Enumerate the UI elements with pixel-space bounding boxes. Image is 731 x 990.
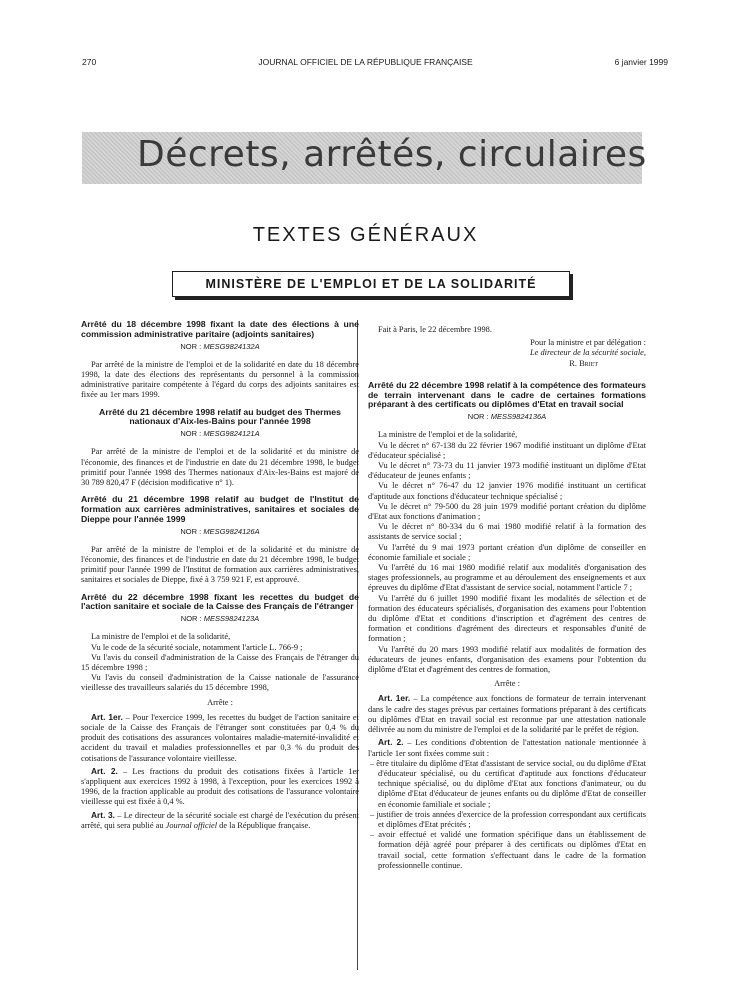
nor-reference xyxy=(81,429,359,439)
article-body: Par arrêté de la ministre de l'emploi et de la solidarité et du ministre de l'économie, des finances et de l'industrie en date du 21 décembre 1998, le budget primitif pour l'année 1999 de l'Institut de formation aux carrières administratives, sanitaires et sociales de Dieppe, fixé à 3 759 921 F, est approuvé. xyxy=(81,544,359,585)
nor-code: MESG9824121A xyxy=(203,429,260,439)
signature-name: R. Briet xyxy=(569,358,598,368)
preamble-line: Vu l'avis du conseil d'administration de la Caisse des Français de l'étranger du 15 décembre 1998 ; xyxy=(81,652,359,673)
article-label: Art. 1er. xyxy=(378,693,411,704)
article-text: – Les conditions d'obtention de l'attestation nationale mentionnée à l'article 1er sont fixées comme suit : xyxy=(368,738,646,758)
preamble-line: Vu le décret n° 73-73 du 11 janvier 1973 modifié instituant un diplôme d'Etat d'éducateur de jeunes enfants ; xyxy=(368,461,646,481)
preamble-line: La ministre de l'emploi et de la solidarité, xyxy=(378,430,518,440)
nor-reference xyxy=(81,614,359,624)
article-title: Arrêté du 18 décembre 1998 fixant la date des élections à une commission administrative paritaire (adjoints sanitaires) xyxy=(81,319,359,339)
preamble-line: Vu l'arrêté du 6 juillet 1990 modifié fixant les modalités de sélection et de formation des éducateurs spécialisés, d'organisation des examens pour l'obtention du diplôme d'Etat et conditions d'inscription et d'agrément des centres de formation et conditions d'agrément des directeurs et responsables d'unité de formation ; xyxy=(368,593,646,644)
nor-reference xyxy=(81,342,359,352)
article-text: – La compétence aux fonctions de formateur de terrain intervenant dans le cadre des stages prévus par certaines formations préparant à des certificats ou diplômes d'Etat en travail social est reconnue par une attestation nationale délivrée au nom du ministre de l'emploi et de la solidarité par le préfet de région. xyxy=(368,694,646,735)
preamble-line: Vu le décret n° 80-334 du 6 mai 1980 modifié relatif à la formation des assistants de service social ; xyxy=(368,522,646,542)
article-thermes-budget xyxy=(81,408,359,489)
article-2 xyxy=(368,737,646,758)
right-column xyxy=(368,325,646,871)
section-title: TEXTES GÉNÉRAUX xyxy=(252,224,479,246)
article-text: – Pour l'exercice 1999, les recettes du budget de l'action sanitaire et sociale de la Caisse des Français de l'étranger sont constituées par 0,4 % du produit des cotisations des assurances volontaires maladie-maternité-invalidité et accident du travail et maladies professionnelles et par 0,3 % du produit des cotisations de l'assurance volontaire vieillesse. xyxy=(81,712,359,763)
arrete-heading: Arrête : xyxy=(207,697,233,707)
article-formateurs-terrain xyxy=(368,381,646,871)
article-caisse-recettes xyxy=(81,593,359,831)
nor-label: NOR : xyxy=(180,614,202,624)
nor-code: MESG9824132A xyxy=(203,341,260,351)
article-2 xyxy=(81,766,359,808)
list-item: – être titulaire du diplôme d'Etat d'assistant de service social, ou du diplôme d'Etat d'éducateur spécialisé, ou du certificat d'aptitude aux fonctions d'éducateur technique spécialisé, ou du diplôme d'Etat aux fonctions d'animateur, ou du diplôme d'Etat d'éducateur de jeunes enfants ou du diplôme d'Etat de conseiller en économie familiale et sociale ; xyxy=(370,758,646,809)
signature-role: Le directeur de la sécurité sociale, xyxy=(530,348,646,358)
article-label: Art. 2. xyxy=(378,737,404,748)
signature-place: Fait à Paris, le 22 décembre 1998. xyxy=(378,325,492,334)
preamble-line: Vu l'arrêté du 20 mars 1993 modifié relatif aux modalités de formation des éducateurs de jeunes enfants, d'organisation des examens pour l'obtention du diplôme d'Etat et d'agrément des centres de formation, xyxy=(368,644,646,675)
signature-delegation: Pour la ministre et par délégation : xyxy=(530,338,646,348)
nor-label: NOR : xyxy=(180,526,202,536)
article-body: Par arrêté de la ministre de l'emploi et de la solidarité en date du 18 décembre 1998, la date des élections des représentants du personnel à la commission administrative paritaire compétente à l'égard du corps des adjoints sanitaires est fixée au 1er mars 1999. xyxy=(81,359,359,400)
article-body: Par arrêté de la ministre de l'emploi et de la solidarité et du ministre de l'économie, des finances et de l'industrie en date du 21 décembre 1998, le budget primitif pour l'année 1998 des Thermes nationaux d'Aix-les-Bains est majoré de 30 789 820,47 F (décision modificative n° 1). xyxy=(81,447,359,488)
journal-title: JOURNAL OFFICIEL DE LA RÉPUBLIQUE FRANÇAISE xyxy=(258,57,473,67)
article-label: Art. 1er. xyxy=(91,711,123,722)
page-number: 270 xyxy=(82,57,97,67)
preamble-line: Vu le décret n° 67-138 du 22 février 1967 modifié instituant un diplôme d'Etat d'éducateur spécialisé ; xyxy=(368,440,646,460)
nor-code: MESG9824126A xyxy=(203,526,260,536)
preamble-line: La ministre de l'emploi et de la solidarité, xyxy=(91,632,231,642)
article-dieppe-budget xyxy=(81,495,359,585)
nor-label: NOR : xyxy=(180,341,202,351)
article-title: Arrêté du 22 décembre 1998 fixant les recettes du budget de l'action sanitaire et sociale de la Caisse des Français de l'étranger xyxy=(81,591,359,612)
signature-block xyxy=(368,325,646,369)
preamble-line: Vu l'arrêté du 9 mai 1973 portant création d'un diplôme de conseiller en économie familiale et sociale ; xyxy=(368,542,646,562)
article-title: Arrêté du 22 décembre 1998 relatif à la compétence des formateurs de terrain intervenant dans le cadre de certaines formations préparant à des certificats ou diplômes d'Etat en travail social xyxy=(368,379,646,410)
arrete-heading: Arrête : xyxy=(494,679,520,689)
ministry-box: MINISTÈRE DE L'EMPLOI ET DE LA SOLIDARITÉ xyxy=(172,271,570,297)
article-aiders-elections xyxy=(81,320,359,401)
left-column xyxy=(81,320,359,831)
banner-title: Décrets, arrêtés, circulaires xyxy=(137,134,647,175)
nor-label: NOR : xyxy=(180,429,202,439)
nor-label: NOR : xyxy=(467,412,489,422)
list-item: – justifier de trois années d'exercice de la profession correspondant aux certificats et diplômes d'Etat précités ; xyxy=(370,809,646,829)
article-label: Art. 3. xyxy=(91,809,115,820)
nor-reference xyxy=(368,412,646,422)
article-text: – Le directeur de la sécurité sociale est chargé de l'exécution du présent arrêté, qui sera publié au xyxy=(81,810,359,830)
nor-code: MESS9824136A xyxy=(490,412,547,422)
article-text: de la République française. xyxy=(217,820,311,830)
nor-code: MESS9824123A xyxy=(203,614,260,624)
preamble-line: Vu l'avis du conseil d'administration de la Caisse nationale de l'assurance vieillesse des travailleurs salariés du 15 décembre 1998, xyxy=(81,673,359,693)
category-banner xyxy=(82,132,647,184)
journal-name: Journal officiel xyxy=(165,820,218,830)
article-label: Art. 2. xyxy=(91,765,118,776)
issue-date: 6 janvier 1999 xyxy=(614,57,668,67)
preamble-line: Vu le décret n° 76-47 du 12 janvier 1976 modifié instituant un certificat d'aptitude aux fonctions d'éducateur technique spécialisé ; xyxy=(368,481,646,501)
article-title: Arrêté du 21 décembre 1998 relatif au budget de l'Institut de formation aux carrières administratives, sanitaires et sociales de Dieppe pour l'année 1999 xyxy=(81,494,359,524)
article-1 xyxy=(368,693,646,735)
article-title: Arrêté du 21 décembre 1998 relatif au budget des Thermes nationaux d'Aix-les-Bains pour l'année 1998 xyxy=(99,406,341,427)
preamble-line: Vu l'arrêté du 16 mai 1980 modifié relatif aux modalités d'organisation des stages professionnels, au programme et au déroulement des enseignements et aux épreuves du diplôme d'Etat d'assistant de service social, notamment l'article 7 ; xyxy=(368,563,646,593)
article-3 xyxy=(81,810,359,831)
list-item: – avoir effectué et validé une formation spécifique dans un établissement de formation déjà agréé pour préparer à des certificats ou diplômes d'Etat en travail social, cette formation s'effectuant dans le cadre de la formation professionnelle continue. xyxy=(370,830,646,870)
nor-reference xyxy=(81,527,359,537)
article-1 xyxy=(81,712,359,764)
preamble-line: Vu le décret n° 79-500 du 28 juin 1979 modifié portant création du diplôme d'Etat aux fonctions d'animation ; xyxy=(368,501,646,522)
article-text: – Les fractions du produit des cotisations fixées à l'article 1er s'appliquent aux exercices 1992 à 1998, à l'exception, pour les exercices 1992 à 1996, de la fraction applicable au produit des cotisations de l'assurance volontaire vieillesse qui est fixée à 0,4 %. xyxy=(81,766,359,807)
preamble-line: Vu le code de la sécurité sociale, notamment l'article L. 766-9 ; xyxy=(91,642,303,652)
